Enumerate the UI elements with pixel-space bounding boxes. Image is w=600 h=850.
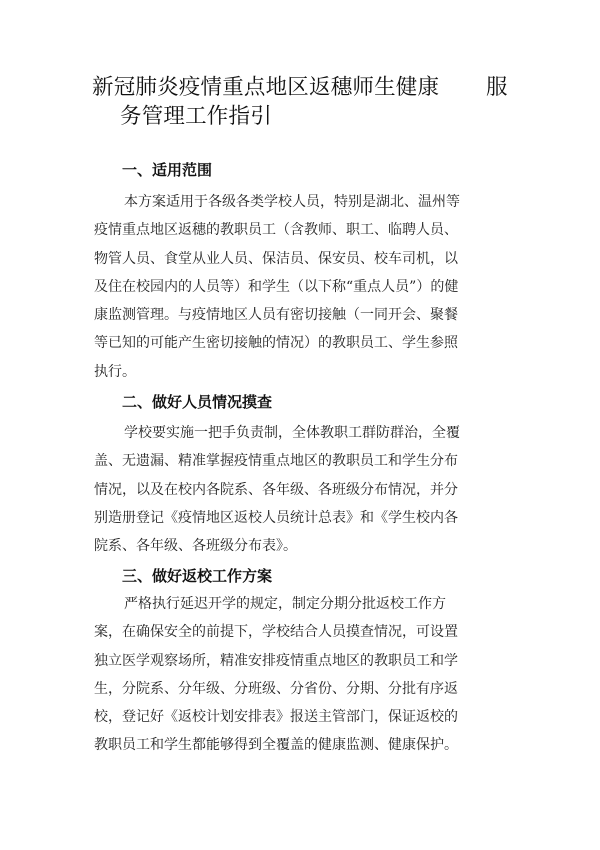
- paragraph-line: 疫情重点地区返穗的教职员工（含教师、职工、临聘人员、: [94, 222, 458, 239]
- paragraph-line: 本方案适用于各级各类学校人员，特别是湖北、温州等: [124, 194, 460, 210]
- paragraph-line: 康监测管理。与疫情地区人员有密切接触（一同开会、聚餐: [94, 307, 458, 324]
- paragraph-line: 校，登记好《返校计划安排表》报送主管部门，保证返校的: [94, 709, 458, 726]
- title-line-1-tail: 服: [486, 75, 508, 100]
- section-heading-scope: 一、适用范围: [122, 161, 213, 179]
- paragraph-line: 等已知的可能产生密切接触的情况）的教职员工、学生参照: [94, 335, 458, 352]
- paragraph-line: 院系、各年级、各班级分布表》。: [94, 538, 297, 555]
- paragraph-line: 执行。: [94, 363, 136, 380]
- paragraph-line: 独立医学观察场所，精准安排疫情重点地区的教职员工和学: [94, 652, 458, 669]
- section-body-scope: [94, 188, 514, 386]
- paragraph-line: 学校要实施一把手负责制，全体教职工群防群治，全覆: [124, 425, 460, 441]
- section-body-return-plan: [94, 590, 514, 760]
- section-heading-survey: 二、做好人员情况摸查: [122, 393, 273, 411]
- paragraph-line: 及住在校园内的人员等）和学生（以下称“重点人员”）的健: [94, 278, 459, 295]
- paragraph-line: 盖、无遗漏、精准掌握疫情重点地区的教职员工和学生分布: [94, 453, 458, 470]
- section-body-survey: [94, 419, 514, 560]
- paragraph-line: 案，在确保安全的前提下，学校结合人员摸查情况，可设置: [94, 624, 458, 641]
- section-heading-return-plan: 三、做好返校工作方案: [122, 567, 273, 585]
- paragraph-line: 严格执行延迟开学的规定，制定分期分批返校工作方: [124, 596, 446, 612]
- paragraph-line: 生，分院系、分年级、分班级、分省份、分期、分批有序返: [94, 680, 458, 697]
- paragraph-line: 教职员工和学生都能够得到全覆盖的健康监测、健康保护。: [94, 737, 458, 754]
- paragraph-line: 别造册登记《疫情地区返校人员统计总表》和《学生校内各: [94, 509, 458, 526]
- paragraph-line: 物管人员、食堂从业人员、保洁员、保安员、校车司机，以: [94, 250, 458, 267]
- paragraph-line: 情况，以及在校内各院系、各年级、各班级分布情况，并分: [94, 481, 458, 498]
- title-line-1: 新冠肺炎疫情重点地区返穗师生健康: [92, 75, 440, 100]
- title-line-2: 务管理工作指引: [120, 104, 272, 129]
